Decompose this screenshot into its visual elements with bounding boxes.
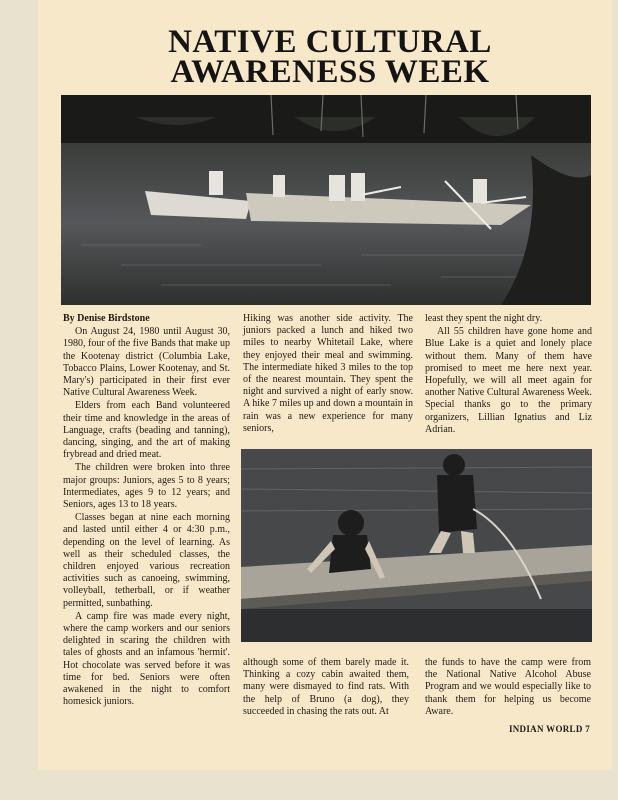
paragraph: A camp fire was made every night, where the camp workers and our seniors delighted in scaring the children with tales of ghosts and an infamous 'hermit'. Hot chocolate was served before it was time for bed. Seniors were often awakened in the night to comfort homesick juniors.	[63, 610, 230, 708]
byline: By Denise Birdstone	[63, 313, 150, 324]
column-2-bottom	[243, 657, 409, 719]
column-2-top	[243, 313, 413, 436]
paragraph: Classes began at nine each morning and lasted until either 4 or 4:30 p.m., depending on the level of learning. As well as their scheduled classes, the children enjoyed various recreation activities such as canoeing, swimming, volleyball, tetherball, or if weather permitted, sunbathing.	[63, 512, 230, 609]
paragraph: the funds to have the camp were from the National Native Alcohol Abuse Program and we would especially like to thank them for helping us become Aware.	[425, 657, 591, 717]
title-line-2: AWARENESS WEEK	[170, 54, 490, 90]
article-title	[100, 24, 560, 90]
title-line-1: NATIVE CULTURAL	[168, 24, 492, 60]
paragraph: On August 24, 1980 until August 30, 1980, four of the five Bands that make up the Kootenay district (Columbia Lake, Tobacco Plains, Lower Kootenay, and St. Mary's) participated in their first ever Native Cultural Awareness Week.	[63, 326, 230, 399]
paragraph: Hiking was another side activity. The juniors packed a lunch and hiked two miles to nearby Whitetail Lake, where they enjoyed their meal and swimming. The intermediate hiked 3 miles to the top of the nearest mountain. They spent the night and survived a night of early snow. A hike 7 miles up and down a mountain in rain was a new experience for many seniors,	[243, 313, 413, 434]
paragraph: Elders from each Band volunteered their time and knowledge in the areas of Language, crafts (beading and tanning), dancing, singing, and the art of making frybread and dried meat.	[63, 400, 230, 461]
paragraph: The children were broken into three major groups: Juniors, ages 5 to 8 years; Intermediates, ages 9 to 12 years; and Seniors, ages 13 to 18 years.	[63, 462, 230, 511]
paragraph: All 55 children have gone home and Blue Lake is a quiet and lonely place without them. Many of them have promised to meet me here next year. Hopefully, we will all meet again for another Native Cultural Awareness Week. Special thanks go to the primary organizers, Lillian Ignatius and Liz Adrian.	[425, 326, 592, 435]
column-3-top	[425, 313, 592, 437]
column-1	[63, 313, 230, 710]
column-3-bottom	[425, 657, 591, 719]
children-dock-photo	[241, 449, 592, 642]
paragraph: least they spent the night dry.	[425, 313, 543, 324]
paragraph: although some of them barely made it. Thinking a cozy cabin awaited them, many were dismayed to find rats. With the help of Bruno (a dog), they succeeded in chasing the rats out. At	[243, 657, 409, 717]
canoe-photo	[61, 95, 591, 305]
page-folio: INDIAN WORLD 7	[508, 724, 590, 734]
